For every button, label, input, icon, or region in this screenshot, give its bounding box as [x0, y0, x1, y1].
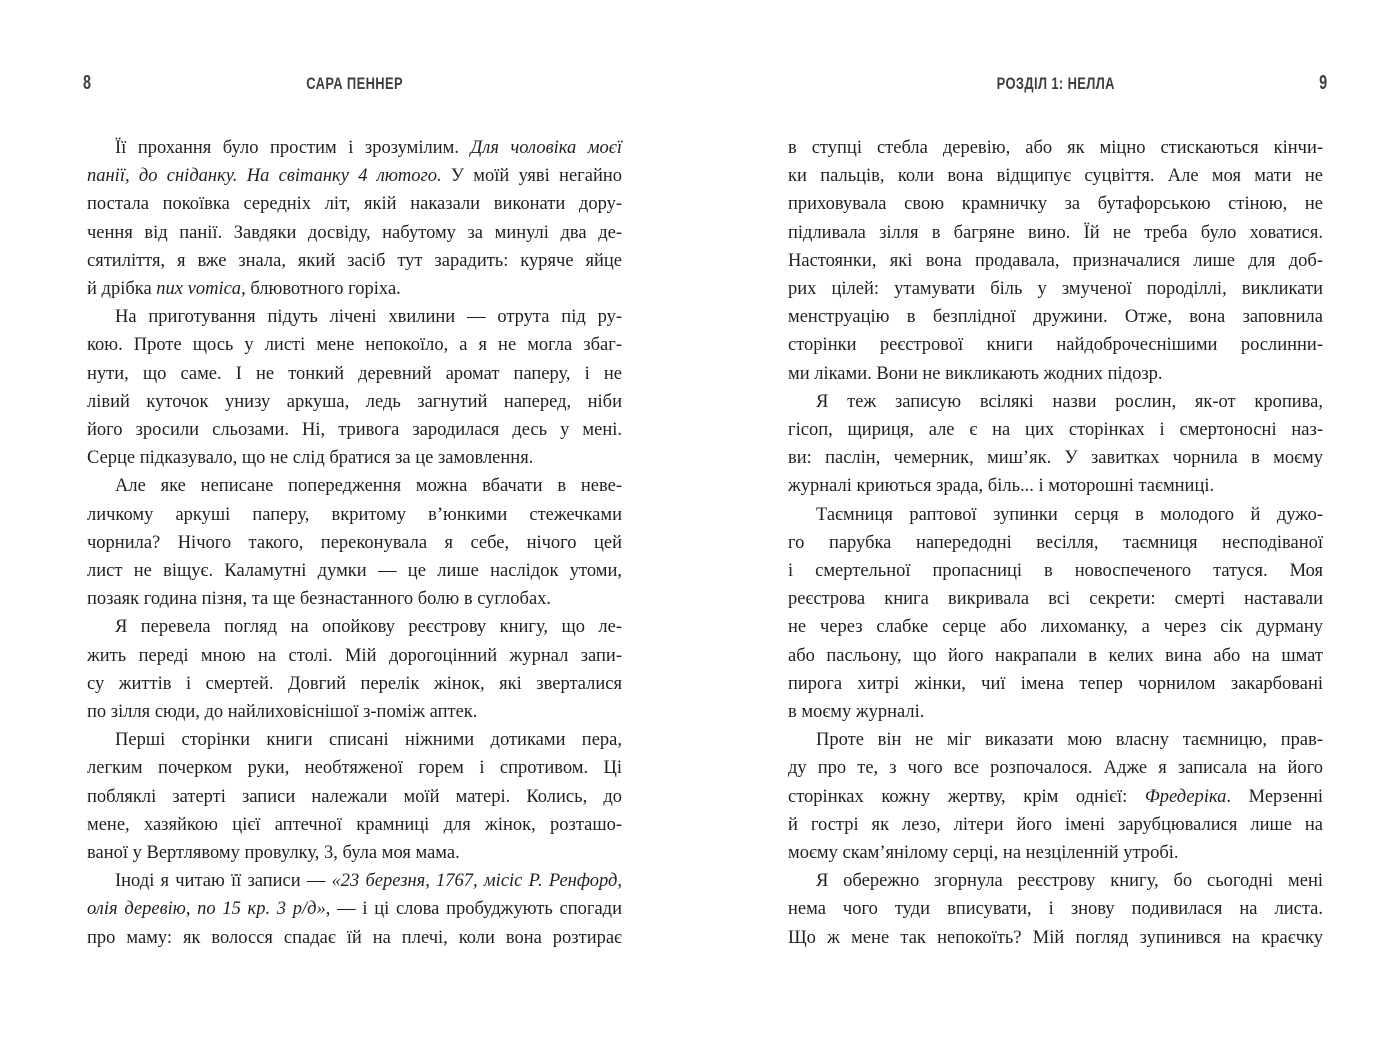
text-line	[87, 811, 622, 839]
text-run: мене, хазяйкою цієї аптечної крамниці для жінок, розташо-	[87, 814, 622, 835]
text-line	[788, 754, 1323, 782]
text-line	[87, 388, 622, 416]
text-run: пирога хитрі жінки, чиї імена тепер чорнилом закарбовані	[788, 673, 1323, 694]
text-line	[87, 642, 622, 670]
paragraph	[788, 388, 1323, 501]
text-line	[87, 867, 622, 895]
text-line	[87, 895, 622, 923]
text-line	[788, 472, 1323, 500]
text-run: рих цілей: утамувати біль у змученої породіллі, викликати	[788, 279, 1323, 300]
text-run: лист не віщує. Каламутні думки — це лише наслідок утоми,	[87, 561, 622, 582]
text-line	[788, 162, 1323, 190]
italic-text-run: олія деревію, по 15 кр. 3 р/д»	[87, 899, 326, 920]
text-run: Іноді я читаю її записи —	[115, 871, 332, 892]
text-run: У моїй уяві негайно	[441, 166, 623, 187]
text-run: підливала зілля в багряне вино. Їй не треба було ховатися.	[788, 222, 1323, 243]
text-line	[87, 360, 622, 388]
text-line	[788, 388, 1323, 416]
text-run: Її прохання було простим і зрозумілим.	[115, 138, 471, 158]
text-line	[788, 585, 1323, 613]
text-line	[788, 331, 1323, 359]
text-run: легким почерком руки, необтяженої горем і спротивом. Ці	[87, 758, 622, 779]
text-run: Таємниця раптової зупинки серця в молодого й дужо-	[816, 504, 1323, 525]
text-run: ду про те, з чого все розпочалося. Адже я записала на його	[788, 758, 1323, 779]
text-line	[788, 783, 1323, 811]
page-body-right	[788, 134, 1323, 952]
page-header-right	[788, 72, 1327, 96]
paragraph	[87, 726, 622, 867]
italic-text-run: панії, до сніданку. На світанку 4 лютого.	[87, 166, 442, 187]
text-line	[87, 275, 622, 303]
text-run: реєстрова книга викривала всі секрети: смерті наставали	[788, 589, 1323, 610]
text-run: го парубка напередодні весілля, таємниця несподіваної	[788, 532, 1323, 553]
text-line	[788, 867, 1323, 895]
text-line	[87, 783, 622, 811]
text-line	[788, 303, 1323, 331]
text-line	[87, 219, 622, 247]
text-line	[87, 416, 622, 444]
text-run: Настоянки, які вона продавала, призначалися лише для доб-	[788, 250, 1323, 271]
text-line	[87, 303, 622, 331]
text-line	[788, 670, 1323, 698]
text-run: сторінки реєстрової книги найдоброчеснішими рослинни-	[788, 335, 1323, 356]
page-body-left	[87, 134, 622, 952]
text-line	[87, 331, 622, 359]
text-line	[87, 924, 622, 952]
page-header-left	[83, 72, 622, 96]
running-title-left	[87, 74, 622, 94]
text-run: лівий куточок унизу аркуша, ледь загнутий наперед, ніби	[87, 391, 622, 412]
page-left	[83, 0, 623, 1050]
text-run: Проте він не міг виказати мою власну таємницю, прав-	[816, 730, 1323, 751]
text-run: його зросили сльозами. Ні, тривога зародилася десь у мені.	[87, 420, 622, 441]
italic-text-run: Фредеріка	[1144, 786, 1227, 807]
text-line	[788, 613, 1323, 641]
running-title-left-value: САРА ПЕННЕР	[306, 74, 403, 93]
text-line	[87, 726, 622, 754]
text-line	[788, 726, 1323, 754]
text-line	[788, 247, 1323, 275]
text-run: сятиліття, я вже знала, який засіб тут зарадить: куряче яйце	[87, 250, 622, 271]
text-run: в ступці стебла деревію, або як міцно стискаються кінчи-	[788, 138, 1323, 158]
text-line	[87, 472, 622, 500]
text-line	[87, 162, 622, 190]
text-line	[788, 642, 1323, 670]
paragraph	[87, 472, 622, 613]
text-run: На приготування підуть лічені хвилини — отрута під ру-	[115, 307, 622, 328]
text-run: менструацію в безплідної дружини. Отже, вона заповнила	[788, 307, 1323, 328]
paragraph	[788, 867, 1323, 952]
text-line	[87, 585, 622, 613]
text-line	[788, 557, 1323, 585]
text-line	[87, 444, 622, 472]
paragraph	[788, 134, 1323, 388]
italic-text-run: Для чоловіка моєї	[470, 138, 622, 158]
text-run: , — і ці слова пробуджують спогади	[325, 899, 622, 920]
page-number-left-value: 8	[83, 72, 92, 94]
running-title-right-value: РОЗДІЛ 1: НЕЛЛА	[996, 74, 1115, 93]
text-line	[788, 698, 1323, 726]
text-line	[87, 698, 622, 726]
text-run: . Мерзенні	[1226, 786, 1323, 807]
paragraph	[788, 501, 1323, 727]
text-line	[87, 670, 622, 698]
text-run: не через слабке серце або лихоманку, а через сік дурману	[788, 617, 1323, 638]
text-run: жить переді мною на столі. Мій дорогоцінний журнал запи-	[87, 645, 622, 666]
text-line	[788, 924, 1323, 952]
text-run: приховувала свою крамничку за бутафорською стіною, не	[788, 194, 1323, 215]
text-run: моєму скам’янілому серці, на незціленній утробі.	[788, 843, 1179, 864]
text-run: ваної у Вертлявому провулку, 3, була моя мама.	[87, 843, 460, 864]
text-run: й гострі як лезо, літери його імені зарубцювалися лише на	[788, 814, 1323, 835]
text-run: Я перевела погляд на опойкову реєстрову книгу, що ле-	[115, 617, 622, 638]
text-line	[87, 839, 622, 867]
text-run: чорнила? Нічого такого, переконувала я себе, нічого цей	[87, 532, 622, 553]
text-run: нути, що саме. І не тонкий деревний аромат паперу, і не	[87, 363, 622, 384]
text-line	[87, 754, 622, 782]
text-run: в моєму журналі.	[788, 702, 925, 723]
text-line	[87, 134, 622, 162]
text-line	[788, 444, 1323, 472]
text-run: Але яке неписане попередження можна вбачати в неве-	[115, 476, 622, 497]
text-run: сторінках кожну жертву, крім однієї:	[788, 786, 1145, 807]
text-line	[87, 190, 622, 218]
text-line	[788, 416, 1323, 444]
text-run: і смертельної пропасниці в новоспеченого татуся. Моя	[788, 561, 1323, 582]
text-line	[788, 134, 1323, 162]
text-line	[788, 219, 1323, 247]
text-run: ки пальців, коли вона відщипує суцвіття. Але моя мати не	[788, 166, 1323, 187]
text-line	[788, 275, 1323, 303]
text-run: чення від панії. Завдяки досвіду, набутому за минулі два де-	[87, 222, 622, 243]
text-run: Що ж мене так непокоїть? Мій погляд зупинився на краєчку	[788, 927, 1323, 948]
text-run: побляклі затерті записи належали моїй матері. Колись, до	[87, 786, 622, 807]
text-line	[788, 360, 1323, 388]
page-number-right-value: 9	[1318, 72, 1327, 94]
text-line	[788, 190, 1323, 218]
text-line	[788, 811, 1323, 839]
text-run: й дрібка	[87, 279, 157, 300]
text-line	[788, 839, 1323, 867]
text-line	[87, 613, 622, 641]
text-run: су життів і смертей. Довгий перелік жінок, які зверталися	[87, 673, 622, 694]
paragraph	[87, 613, 622, 726]
italic-text-run: nux vomica	[156, 279, 242, 300]
text-run: личкому аркуші паперу, вкритому в’юнкими стежечками	[87, 504, 622, 525]
text-line	[788, 529, 1323, 557]
text-run: , блювотного горіха.	[241, 279, 401, 300]
text-line	[788, 501, 1323, 529]
text-run: про маму: як волосся спадає їй на плечі, коли вона розтирає	[87, 927, 622, 948]
text-run: позаяк година пізня, та ще безнастанного болю в суглобах.	[87, 589, 552, 610]
page-number-right	[1316, 72, 1327, 95]
text-run: Перші сторінки книги списані ніжними дотиками пера,	[115, 730, 622, 751]
paragraph	[87, 303, 622, 472]
text-run: кою. Проте щось у листі мене непокоїло, а я не могла збаг-	[87, 335, 622, 356]
page-right	[788, 0, 1327, 1050]
paragraph	[788, 726, 1323, 867]
text-line	[87, 557, 622, 585]
text-line	[87, 247, 622, 275]
italic-text-run: «23 березня, 1767, місіс Р. Ренфорд,	[331, 871, 622, 892]
paragraph	[87, 867, 622, 952]
paragraph	[87, 134, 622, 303]
text-run: постала покоївка середніх літ, якій наказали виконати дору-	[87, 194, 622, 215]
text-run: ми ліками. Вони не викликають жодних підозр.	[788, 363, 1163, 384]
running-title-right	[788, 74, 1323, 94]
text-run: журналі криються зрада, біль... і моторошні таємниці.	[788, 476, 1215, 497]
text-run: нема чого туди вписувати, і знову подивилася на листа.	[788, 899, 1323, 920]
text-run: Я теж записую всілякі назви рослин, як-от кропива,	[816, 391, 1323, 412]
text-run: ви: паслін, чемерник, миш’як. У завитках чорнила в моєму	[788, 448, 1323, 469]
text-line	[788, 895, 1323, 923]
text-run: Я обережно згорнула реєстрову книгу, бо сьогодні мені	[816, 871, 1323, 892]
text-run: або пасльону, що його накрапали в келих вина або на шмат	[788, 645, 1323, 666]
text-line	[87, 529, 622, 557]
text-run: гісоп, щириця, але є на цих сторінках і смертоносні наз-	[788, 420, 1323, 441]
text-run: Серце підказувало, що не слід братися за це замовлення.	[87, 448, 534, 469]
text-run: по зілля сюди, до найлиховіснішої з-поміж аптек.	[87, 702, 478, 723]
text-line	[87, 501, 622, 529]
